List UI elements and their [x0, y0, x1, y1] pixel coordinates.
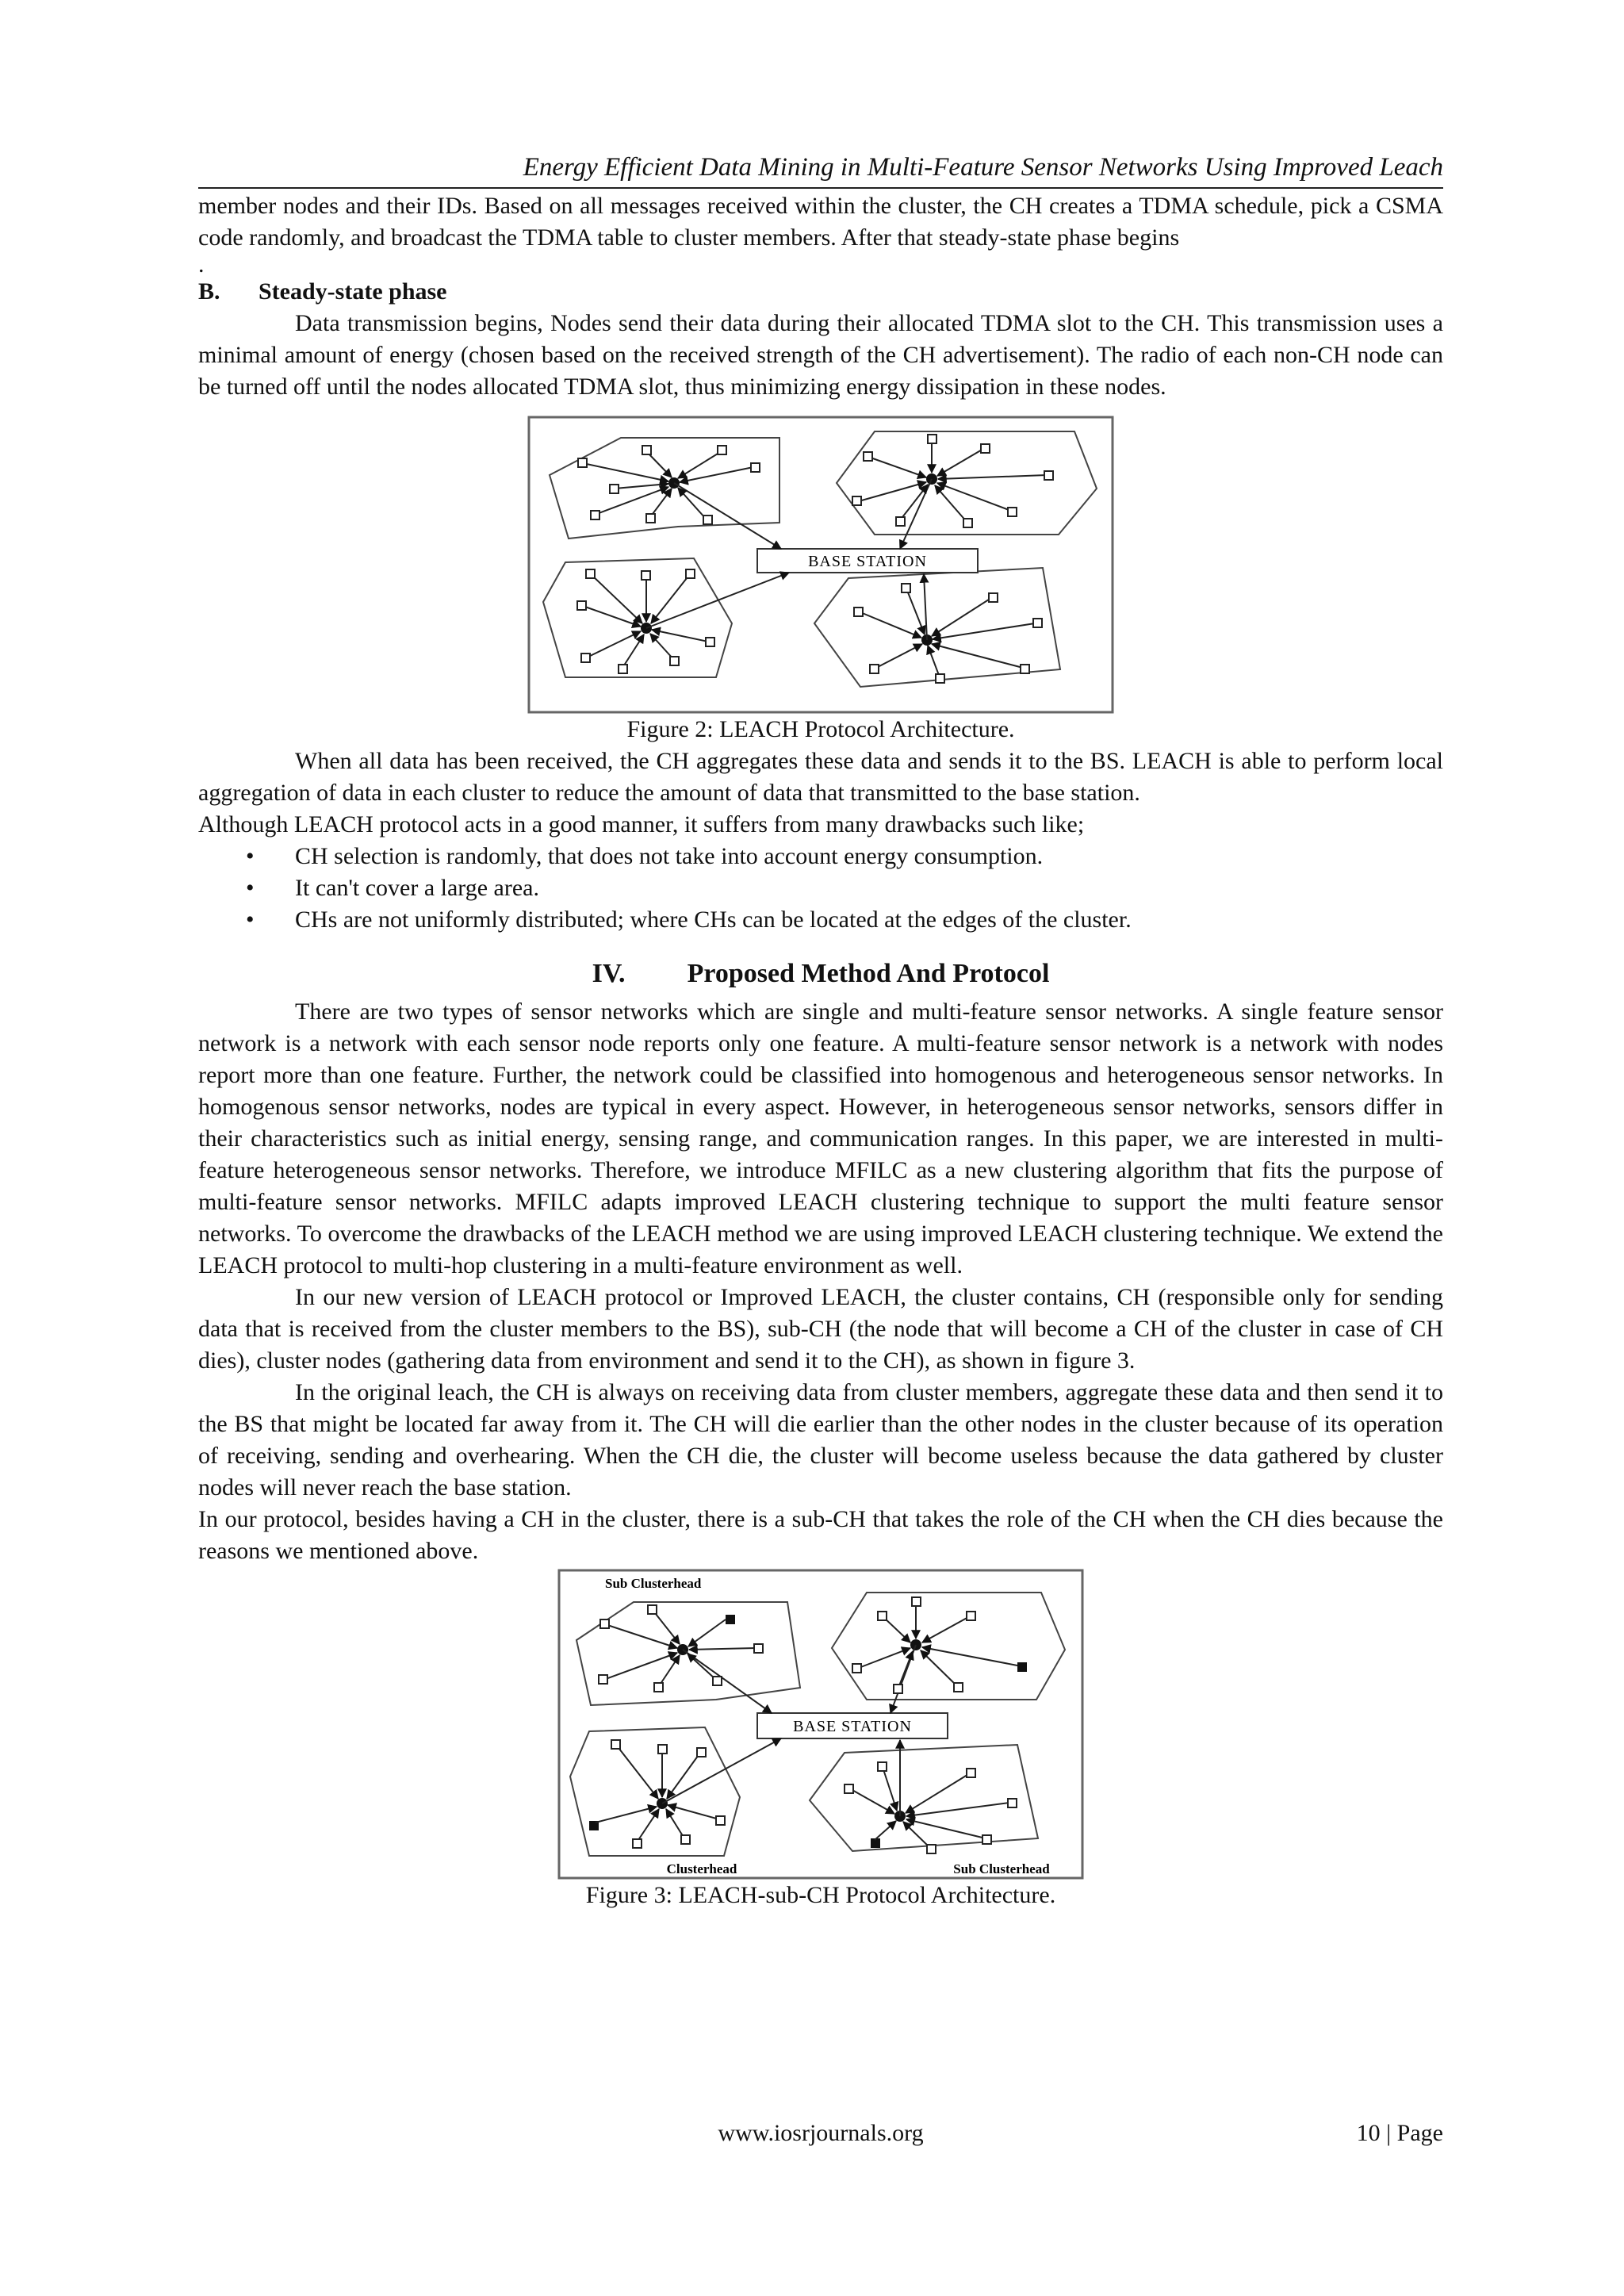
- paragraph-sensor-types: There are two types of sensor networks which are single and multi-feature sensor networks. A single feature sensor network is a network with each sensor node reports only one feature. A multi-feature sensor network is a network with nodes report more than one feature. Further, the network could be classified into homogenous and heterogeneous sensor networks. In homogenous sensor networks, nodes are typical in every aspect. However, in heterogeneous sensor networks, sensors differ in their characteristics such as initial energy, sensing range, and communication ranges. In this paper, we are interested in multi-feature heterogeneous sensor networks. Therefore, we introduce MFILC as a new clustering algorithm that fits the purpose of multi-feature sensor networks. MFILC adapts improved LEACH clustering technique to support the multi feature sensor networks. To overcome the drawbacks of the LEACH method we are using improved LEACH clustering technique. We extend the LEACH protocol to multi-hop clustering in a multi-feature environment as well.: [198, 999, 1443, 1278]
- subsection-number: B.: [198, 278, 220, 305]
- running-header: Energy Efficient Data Mining in Multi-Feature Sensor Networks Using Improved Leach: [198, 151, 1443, 189]
- list-item-text: CH selection is randomly, that does not take into account energy consumption.: [295, 843, 1044, 869]
- bullet-glyph: •: [246, 843, 255, 869]
- list-item: [198, 841, 1443, 872]
- subsection-heading-b: [198, 276, 1443, 308]
- sub-cluster-head-node: [726, 1615, 735, 1624]
- sub-cluster-head-node: [1017, 1662, 1027, 1672]
- journal-website: www.iosrjournals.org: [718, 2120, 924, 2146]
- figure-2-leach-architecture: [527, 416, 1114, 714]
- bullet-glyph: •: [246, 875, 255, 901]
- paragraph-aggregation: When all data has been received, the CH aggregates these data and sends it to the BS. LEACH is able to perform local aggregation of data in each cluster to reduce the amount of data that transmitted to the base station.: [198, 748, 1443, 806]
- list-item: [198, 872, 1443, 904]
- subsection-title: Steady-state phase: [259, 278, 447, 305]
- list-item-text: It can't cover a large area.: [295, 875, 539, 901]
- section-heading-iv: [198, 956, 1443, 991]
- base-station-label: BASE STATION: [793, 1718, 912, 1735]
- clusterhead-label: Clusterhead: [666, 1861, 737, 1876]
- sub-clusterhead-label-top: Sub Clusterhead: [605, 1576, 702, 1591]
- sub-clusterhead-label-bottom: Sub Clusterhead: [953, 1861, 1050, 1876]
- base-station-label: BASE STATION: [808, 553, 927, 570]
- figure-3-leach-sub-ch-architecture: [557, 1569, 1084, 1880]
- page-number: 10 | Page: [1356, 2120, 1443, 2146]
- paragraph-drawbacks: Although LEACH protocol acts in a good manner, it suffers from many drawbacks such like;: [198, 811, 1085, 838]
- figure-2-caption: Figure 2: LEACH Protocol Architecture.: [626, 716, 1015, 742]
- paragraph-continued: member nodes and their IDs. Based on all messages received within the cluster, the CH creates a TDMA schedule, pick a CSMA code randomly, and broadcast the TDMA table to cluster members. After that steady-state phase begins: [198, 193, 1443, 251]
- paper-page: [198, 151, 1443, 1911]
- paragraph-original-leach: In the original leach, the CH is always on receiving data from cluster members, aggregate these data and then send it to the BS that might be located far away from it. The CH will die earlier than the other nodes in the cluster because of its operation of receiving, sending and overhearing. When the CH die, the cluster will become useless because the data gathered by cluster nodes will never reach the base station.: [198, 1379, 1443, 1501]
- paragraph-dot: .: [198, 251, 205, 278]
- drawbacks-list: [198, 841, 1443, 936]
- paragraph-new-version: In our new version of LEACH protocol or Improved LEACH, the cluster contains, CH (responsible only for sending data that is received from the cluster members to the BS), sub-CH (the node that will become a CH of the cluster in case of CH dies), cluster nodes (gathering data from environment and send it to the CH), as shown in figure 3.: [198, 1284, 1443, 1374]
- list-item-text: CHs are not uniformly distributed; where CHs can be located at the edges of the cluster.: [295, 907, 1132, 933]
- figure-3-caption: Figure 3: LEACH-sub-CH Protocol Architecture.: [585, 1882, 1056, 1908]
- section-title: Proposed Method And Protocol: [687, 959, 1050, 988]
- list-item: [198, 904, 1443, 936]
- section-number: IV.: [592, 959, 626, 988]
- bullet-glyph: •: [246, 907, 255, 933]
- paragraph-our-protocol: In our protocol, besides having a CH in the cluster, there is a sub-CH that takes the role of the CH when the CH dies because the reasons we mentioned above.: [198, 1506, 1443, 1564]
- paragraph-steady-state: Data transmission begins, Nodes send their data during their allocated TDMA slot to the CH. This transmission uses a minimal amount of energy (chosen based on the received strength of the CH advertisement). The radio of each non-CH node can be turned off until the nodes allocated TDMA slot, thus minimizing energy dissipation in these nodes.: [198, 310, 1443, 400]
